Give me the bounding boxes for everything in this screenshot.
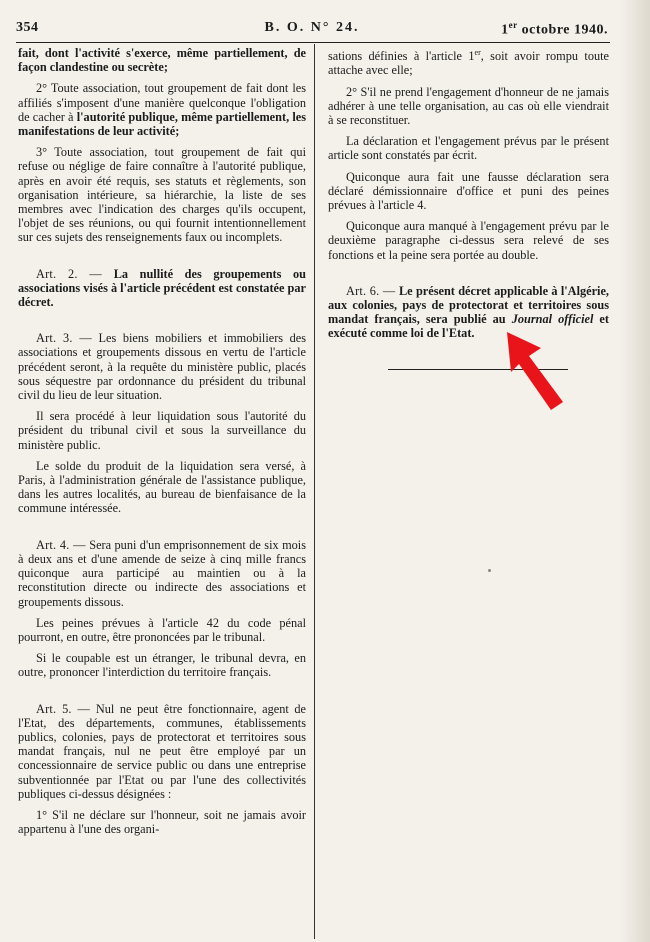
article-4: Art. 4. — Sera puni d'un emprisonnement de six mois à deux ans et d'une amende de seize à cinq mille francs quiconque aura participé au maintien ou à la reconstitution directe ou indirecte des associations et groupements dissous. — [18, 537, 306, 609]
article-3: Art. 3. — Les biens mobiliers et immobiliers des associations et groupements dissous en vertu de l'article précédent seront, à la requête du ministère public, placés sous séquestre par ordonnance du président du tribunal civil du lieu de leur situation. — [18, 331, 306, 403]
paragraph: Quiconque aura manqué à l'engagement prévu par le deuxième paragraphe ci-dessus sera relevé de ses fonctions et la peine sera portée au double. — [328, 219, 609, 262]
page-header — [16, 18, 608, 40]
issue-date: 1er octobre 1940. — [501, 20, 608, 38]
page-edge-shadow — [620, 0, 650, 942]
article-5: Art. 5. — Nul ne peut être fonctionnaire, agent de l'Etat, des départements, communes, établissements publics, colonies, pays de protectorat et territoires sous mandat français, nul ne peut être employé par un concessionnaire de service public ou dans une entreprise subventionnée par l'Etat ou par l'une des collectivités publiques ci-dessus désignées : — [18, 701, 306, 801]
paragraph: 3° Toute association, tout groupement de fait qui refuse ou néglige de faire connaître à l'autorité publique, après en avoir été requis, ses statuts et règlements, son organisation intérieure, sa hiérarchie, la liste de ses membres avec l'indication des charges qu'ils occupent, l'objet de ses réunions, ou qui fournit intentionnellement sur ces sujets des renseignements faux ou incomplets. — [18, 145, 306, 245]
paragraph: fait, dont l'activité s'exerce, même partiellement, de façon clandestine ou secrète; — [18, 46, 306, 75]
right-column — [328, 46, 609, 370]
left-column — [18, 46, 306, 836]
paragraph: 2° S'il ne prend l'engagement d'honneur de ne jamais adhérer à une telle organisation, au cas où elle viendrait à se reconstituer. — [328, 84, 609, 127]
paragraph: 1° S'il ne déclare sur l'honneur, soit ne jamais avoir appartenu à l'une des organi- — [18, 807, 306, 837]
page-number: 354 — [16, 20, 39, 35]
paragraph: La déclaration et l'engagement prévus par le présent article sont constatés par écrit. — [328, 134, 609, 163]
paragraph: Si le coupable est un étranger, le tribunal devra, en outre, prononcer l'interdiction du territoire français. — [18, 651, 306, 680]
paragraph: Il sera procédé à leur liquidation sous l'autorité du président du tribunal civil et sous la surveillance du ministère public. — [18, 409, 306, 452]
header-rule — [16, 42, 610, 43]
journal-title: B. O. N° 24. — [264, 20, 360, 35]
paragraph: Le solde du produit de la liquidation sera versé, à Paris, à l'administration générale de l'assistance publique, dans les autres localités, au bureau de bienfaisance de la commune intéressée. — [18, 458, 306, 516]
paragraph: Quiconque aura fait une fausse déclaration sera déclaré démissionnaire d'office et puni des peines prévues à l'article 4. — [328, 169, 609, 212]
red-arrow-icon — [505, 330, 565, 412]
paragraph: sations définies à l'article 1er, soit avoir rompu toute attache avec elle; — [328, 48, 609, 78]
column-divider — [314, 44, 315, 939]
print-speck — [488, 569, 491, 572]
article-6: Art. 6. — Le présent décret applicable à l'Algérie, aux colonies, pays de protectorat et territoires sous mandat français, sera publié au Journal officiel et exécuté comme loi de l'Etat. — [328, 283, 609, 341]
paragraph: Les peines prévues à l'article 42 du code pénal pourront, en outre, être prononcées par le tribunal. — [18, 615, 306, 644]
article-2: Art. 2. — La nullité des groupements ou associations visés à l'article précédent est constatée par décret. — [18, 266, 306, 310]
paragraph: 2° Toute association, tout groupement de fait dont les affiliés s'imposent d'une manière quelconque l'obligation de cacher à l'autorité publique, même partiellement, les manifestations de leur activité; — [18, 81, 306, 139]
